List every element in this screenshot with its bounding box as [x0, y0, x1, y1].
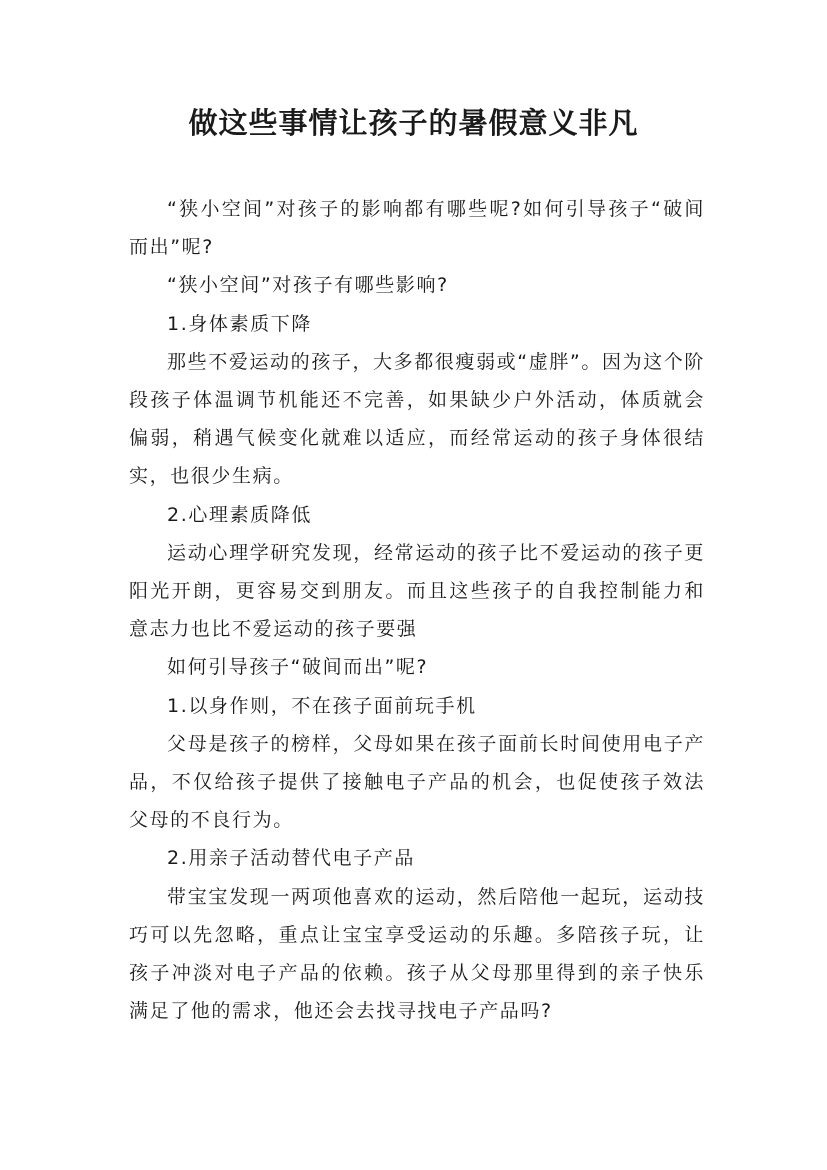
paragraph-intro-question: “狭小空间”对孩子的影响都有哪些呢?如何引导孩子“破间而出”呢?: [129, 198, 705, 259]
section-heading-effects: “狭小空间”对孩子有哪些影响?: [167, 274, 449, 297]
paragraph-parent-child-activities: 带宝宝发现一两项他喜欢的运动，然后陪他一起玩，运动技巧可以先忽略，重点让宝宝享受运动的乐趣。多陪孩子玩，让孩子冲淡对电子产品的依赖。孩子从父母那里得到的亲子快乐满足了他的需求，他还会去找寻找电子产品吗?: [129, 885, 705, 1023]
paragraph-physical: 那些不爱运动的孩子，大多都很瘦弱或“虚胖”。因为这个阶段孩子体温调节机能还不完善，如果缺少户外活动，体质就会偏弱，稍遇气候变化就难以适应，而经常运动的孩子身体很结实，也很少生病。: [129, 350, 705, 488]
paragraph-psychological: 运动心理学研究发现，经常运动的孩子比不爱运动的孩子更阳光开朗，更容易交到朋友。而且这些孩子的自我控制能力和意志力也比不爱运动的孩子要强: [129, 541, 705, 641]
subheading-parent-child-activities: 2.用亲子活动替代电子产品: [167, 847, 415, 870]
document-title: 做这些事情让孩子的暑假意义非凡: [188, 106, 639, 140]
paragraph-lead-by-example: 父母是孩子的榜样，父母如果在孩子面前长时间使用电子产品，不仅给孩子提供了接触电子产品的机会，也促使孩子效法父母的不良行为。: [129, 732, 705, 832]
subheading-lead-by-example: 1.以身作则，不在孩子面前玩手机: [167, 694, 477, 717]
document-body: [129, 190, 705, 1030]
subheading-psychological: 2.心理素质降低: [167, 503, 312, 526]
subheading-physical: 1.身体素质下降: [167, 312, 312, 335]
section-heading-guidance: 如何引导孩子“破间而出”呢?: [167, 656, 429, 679]
